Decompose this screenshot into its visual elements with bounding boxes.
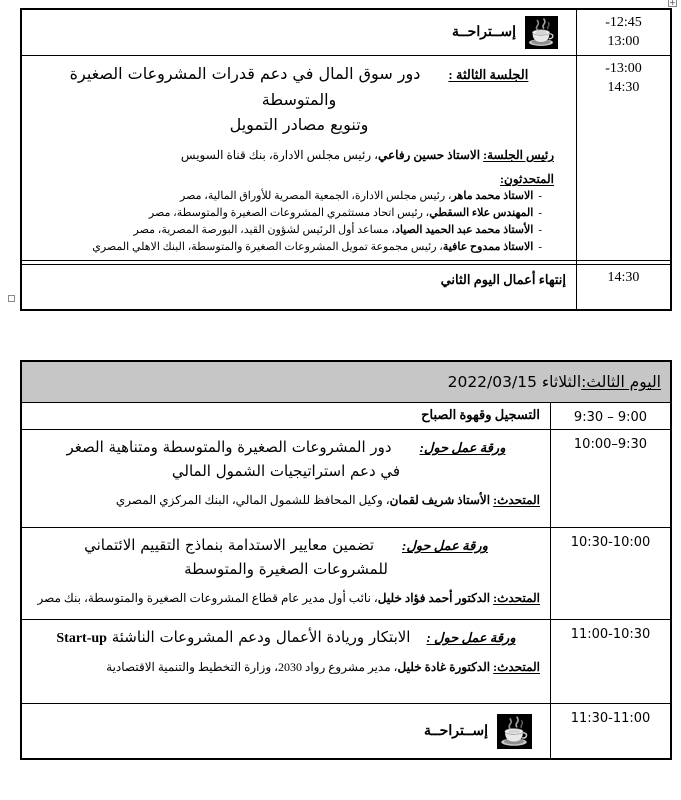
time-cell — [550, 528, 670, 619]
spacer-cell — [22, 261, 576, 264]
speaker-name: الأستاذ محمد عبد الحميد الصياد — [394, 223, 534, 236]
speaker-item — [30, 239, 554, 256]
paper-title-line1: تضمين معايير الاستدامة بنماذج التقييم الائتماني — [84, 536, 375, 554]
day-label: اليوم الثالث: — [581, 373, 661, 391]
paper-title — [22, 528, 550, 581]
coffee-cup-icon — [525, 16, 558, 49]
paper-title-en: Start-up — [56, 631, 107, 646]
table-row — [22, 527, 670, 619]
speaker-line — [22, 650, 550, 680]
time-line: 9:30 – 9:00 — [573, 410, 648, 425]
speaker-label: المتحدث: — [493, 660, 540, 675]
time-cell — [576, 56, 670, 260]
paper-label: ورقة عمل حول: — [402, 538, 488, 553]
day-date: الثلاثاء 2022/03/15 — [447, 373, 582, 391]
speaker-name: المهندس علاء السقطي — [429, 206, 534, 219]
agenda-table-day2 — [20, 8, 672, 311]
table-row — [22, 264, 670, 309]
registration-label: التسجيل وقهوة الصباح — [421, 407, 540, 422]
speaker-item — [30, 205, 554, 222]
bullet-dash: - — [538, 206, 542, 219]
paper-title — [22, 430, 550, 483]
session-cell — [22, 56, 576, 260]
table-row-spacer — [22, 260, 670, 264]
table-resize-handle-icon[interactable] — [8, 295, 15, 302]
time-cell — [550, 403, 670, 429]
break-label: إســتراحــة — [423, 723, 488, 739]
speaker-name: الاستاذ ممدوح عافية — [442, 240, 534, 253]
speaker-label: المتحدث: — [493, 591, 540, 605]
session-title — [22, 56, 576, 138]
speaker-line — [22, 483, 550, 513]
time-cell — [550, 620, 670, 703]
paper-title-line2: في دعم استراتيجيات الشمول المالي — [171, 462, 401, 480]
time-line: -13:00 — [605, 61, 642, 76]
speaker-item — [30, 188, 554, 205]
speaker-role: ، رئيس اتحاد مستثمري المشروعات الصغيرة والمتوسطة، مصر — [148, 206, 430, 219]
time-line: 14:30 — [607, 79, 640, 95]
time-cell — [576, 10, 670, 55]
speakers-label: المتحدثون: — [500, 171, 554, 186]
bullet-dash: - — [538, 223, 542, 236]
session-title-line2: وتنويع مصادر التمويل — [229, 115, 369, 135]
paper-label: ورقة عمل حول : — [426, 630, 516, 645]
time-line: 10:30-10:00 — [570, 535, 651, 550]
time-line: -12:45 — [605, 15, 642, 30]
table-row — [22, 10, 670, 55]
speaker-role: ، نائب أول مدير عام قطاع المشروعات الصغيرة والمتوسطة، بنك مصر — [37, 591, 378, 605]
paper-cell — [22, 620, 550, 703]
table-row — [22, 55, 670, 260]
speaker-role: ، رئيس مجلس الادارة، الجمعية المصرية للأوراق المالية، مصر — [180, 189, 452, 202]
time-line: 11:00-10:30 — [570, 627, 651, 642]
spacer-time-cell — [576, 261, 670, 264]
break-cell — [22, 10, 576, 55]
end-of-day-label: إنتهاء أعمال اليوم الثاني — [440, 271, 566, 287]
speaker-line — [22, 581, 550, 611]
time-cell — [550, 704, 670, 758]
speaker-role: ، مساعد أول الرئيس لشؤون القيد، البورصة المصرية، مصر — [133, 223, 395, 236]
speaker-role: ، رئيس مجموعة تمويل المشروعات الصغيرة والمتوسطة، البنك الاهلي المصري — [92, 240, 443, 253]
paper-label: ورقة عمل حول: — [419, 440, 506, 455]
speaker-label: المتحدث: — [493, 493, 540, 507]
table-row — [22, 703, 670, 758]
day-header-row — [22, 362, 670, 402]
table-select-handle-icon[interactable] — [668, 0, 677, 7]
bullet-dash: - — [538, 240, 542, 253]
coffee-cup-icon — [497, 714, 532, 749]
speakers-block — [22, 168, 576, 260]
speaker-name: الدكتور أحمد فؤاد خليل — [377, 591, 494, 605]
chair-role: ، رئيس مجلس الادارة، بنك قناة السويس — [180, 147, 378, 162]
paper-title-line1: الابتكار وريادة الأعمال ودعم المشروعات الناشئة — [111, 628, 411, 646]
chair-label: رئيس الجلسة: — [483, 147, 554, 162]
table-row — [22, 429, 670, 527]
session-title-line1: دور سوق المال في دعم قدرات المشروعات الصغيرة والمتوسطة — [69, 64, 421, 109]
speaker-item — [30, 222, 554, 239]
session-label: الجلسة الثالثة : — [448, 67, 529, 82]
session-chair-line — [22, 138, 576, 168]
bullet-dash: - — [538, 189, 542, 202]
paper-title — [22, 620, 550, 650]
chair-name: الاستاذ حسين رفاعي — [378, 147, 484, 162]
time-line: 10:00–9:30 — [573, 437, 648, 452]
speaker-name: الاستاذ محمد ماهر — [451, 189, 534, 202]
table-row — [22, 402, 670, 429]
paper-title-line2: للمشروعات الصغيرة والمتوسطة — [184, 560, 388, 578]
speaker-role: ، مدير مشروع رواد 2030، وزارة التخطيط والتنمية الاقتصادية — [106, 660, 398, 675]
time-cell — [576, 265, 670, 309]
time-line: 11:30-11:00 — [570, 711, 651, 726]
break-cell — [22, 704, 550, 758]
paper-cell — [22, 528, 550, 619]
plus-glyph: + — [669, 0, 676, 7]
speaker-role: ، وكيل المحافظ للشمول المالي، البنك المركزي المصري — [115, 493, 390, 507]
table-row — [22, 619, 670, 703]
speaker-name: الدكتورة غادة خليل — [397, 660, 494, 675]
paper-cell — [22, 430, 550, 527]
break-label: إســتراحــة — [451, 25, 516, 40]
agenda-table-day3 — [20, 360, 672, 760]
time-line: 13:00 — [607, 33, 640, 49]
time-cell — [550, 430, 670, 527]
speaker-name: الأستاذ شريف لقمان — [389, 493, 494, 507]
paper-title-line1: دور المشروعات الصغيرة والمتوسطة ومتناهية الصغر — [66, 438, 392, 456]
time-line: 14:30 — [607, 269, 640, 285]
